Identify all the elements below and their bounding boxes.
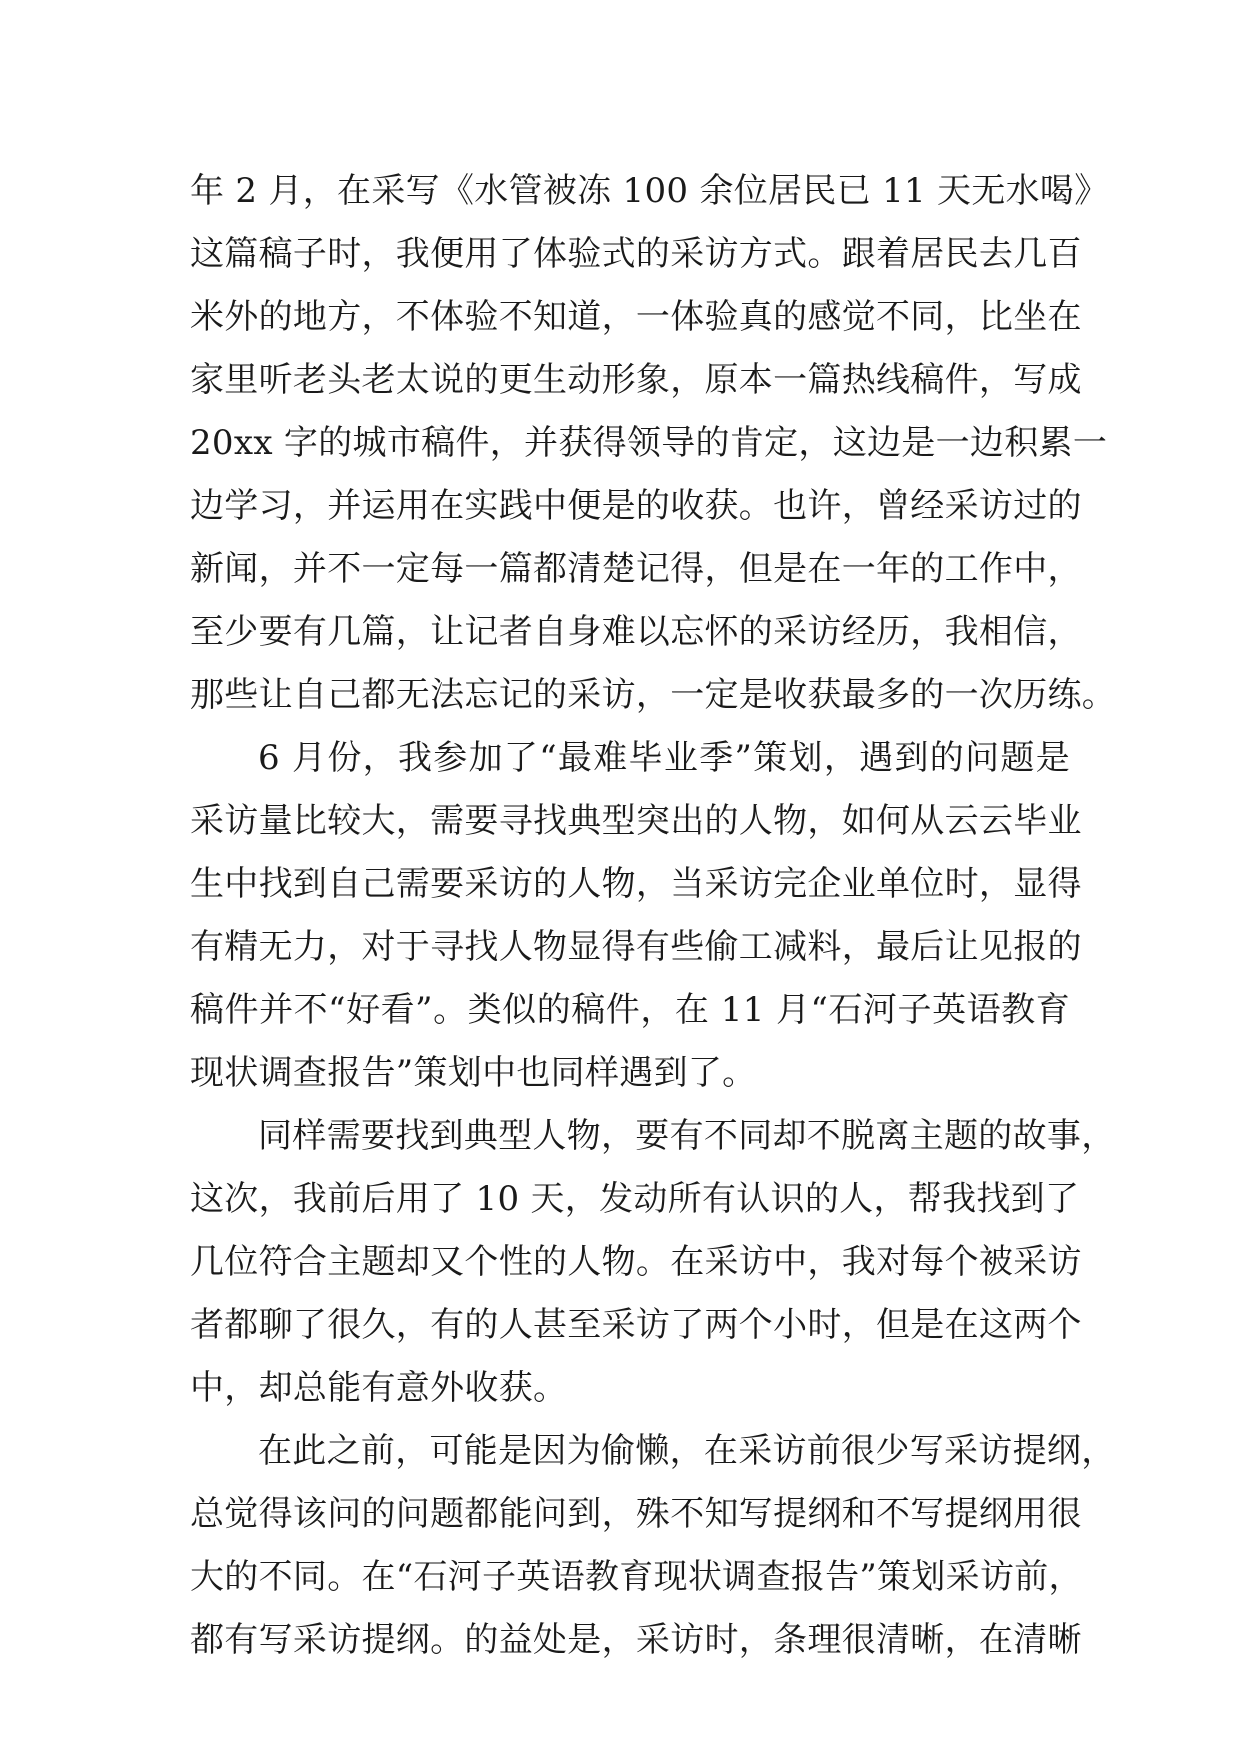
paragraph-2 xyxy=(190,727,1082,1105)
text-line: 米外的地方，不体验不知道，一体验真的感觉不同，比坐在 xyxy=(190,297,1082,337)
text-line: 有精无力，对于寻找人物显得有些偷工减料，最后让见报的 xyxy=(190,927,1082,967)
text-line: 边学习，并运用在实践中便是的收获。也许，曾经采访过的 xyxy=(190,486,1082,526)
text-line: 家里听老头老太说的更生动形象，原本一篇热线稿件，写成 xyxy=(190,360,1082,400)
text-line: 同样需要找到典型人物，要有不同却不脱离主题的故事， xyxy=(258,1116,1116,1156)
text-line: 这次，我前后用了 10 天，发动所有认识的人，帮我找到了 xyxy=(190,1179,1080,1219)
text-line: 中，却总能有意外收获。 xyxy=(190,1368,568,1408)
text-line: 生中找到自己需要采访的人物，当采访完企业单位时，显得 xyxy=(190,864,1082,904)
paragraph-1 xyxy=(190,160,1117,727)
text-line: 这篇稿子时，我便用了体验式的采访方式。跟着居民去几百 xyxy=(190,234,1082,274)
document-body xyxy=(190,160,1117,1672)
text-line: 6 月份，我参加了“最难毕业季”策划，遇到的问题是 xyxy=(258,738,1070,778)
paragraph-3 xyxy=(190,1105,1116,1420)
text-line: 稿件并不“好看”。类似的稿件，在 11 月“石河子英语教育 xyxy=(190,990,1070,1030)
text-line: 大的不同。在“石河子英语教育现状调查报告”策划采访前， xyxy=(190,1557,1083,1597)
text-line: 年 2 月，在采写《水管被冻 100 余位居民已 11 天无水喝》 xyxy=(190,171,1109,211)
text-line: 20xx 字的城市稿件，并获得领导的肯定，这边是一边积累一 xyxy=(190,423,1108,463)
text-line: 现状调查报告”策划中也同样遇到了。 xyxy=(190,1053,757,1093)
text-line: 几位符合主题却又个性的人物。在采访中，我对每个被采访 xyxy=(190,1242,1082,1282)
text-line: 者都聊了很久，有的人甚至采访了两个小时，但是在这两个 xyxy=(190,1305,1082,1345)
text-line: 那些让自己都无法忘记的采访，一定是收获最多的一次历练。 xyxy=(190,675,1117,715)
text-line: 采访量比较大，需要寻找典型突出的人物，如何从云云毕业 xyxy=(190,801,1082,841)
paragraph-4 xyxy=(190,1420,1116,1672)
text-line: 总觉得该问的问题都能问到，殊不知写提纲和不写提纲用很 xyxy=(190,1494,1082,1534)
text-line: 都有写采访提纲。的益处是，采访时，条理很清晰，在清晰 xyxy=(190,1620,1082,1660)
text-line: 在此之前，可能是因为偷懒，在采访前很少写采访提纲， xyxy=(258,1431,1116,1471)
text-line: 至少要有几篇，让记者自身难以忘怀的采访经历，我相信， xyxy=(190,612,1082,652)
text-line: 新闻，并不一定每一篇都清楚记得，但是在一年的工作中， xyxy=(190,549,1082,589)
